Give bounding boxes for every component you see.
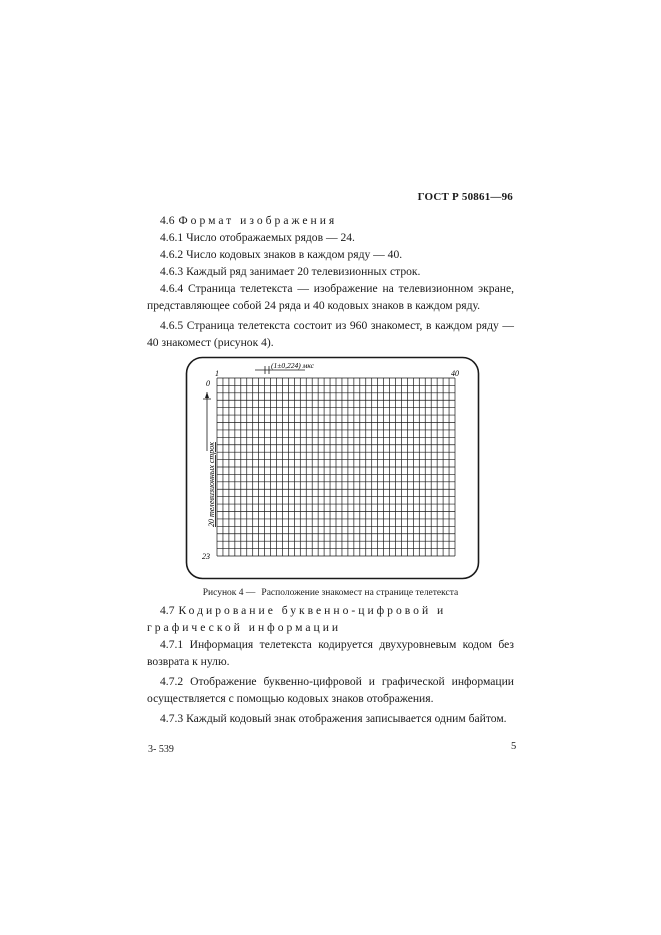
paragraph: 4.7.2 Отображение буквенно-цифровой и графической информации осуществляется с помощью кодовых знаков отображения. [147,675,514,705]
section-title: 4.7 Кодирование буквенно-цифровой и графической информации [147,604,447,634]
paragraph: 4.7.1 Информация телетекста кодируется двухуровневым кодом без возврата к нулю. [147,638,514,668]
caption-label: Рисунок 4 — [202,588,256,598]
width-dimension [255,361,315,374]
paragraph: 4.6.2 Число кодовых знаков в каждом ряду — 40. [160,248,403,261]
section-title: 4.6 Формат изображения [160,214,338,227]
height-annotation: 20 телевизионных строк [207,442,216,527]
paragraph: 4.6.3 Каждый ряд занимает 20 телевизионных строк. [160,265,421,278]
label-row-first: 0 [206,379,210,388]
paragraph: 4.6.5 Страница телетекста состоит из 960 знакомест, в каждом ряду — 40 знакомест (рисунок 4). [147,319,514,349]
caption-text: Расположение знакомест на странице телетекста [261,588,459,598]
paragraph: 4.6.4 Страница телетекста — изображение на телевизионном экране, представляющее собой 24 ряда и 40 кодовых знаков в каждом ряду. [147,282,514,312]
width-annotation: (1±0,224) мкс [271,361,314,370]
page-number: 5 [511,741,517,752]
label-row-last: 23 [202,552,210,561]
document-header: ГОСТ Р 50861—96 [417,191,513,203]
paragraph: 4.7.3 Каждый кодовый знак отображения записывается одним байтом. [160,712,507,725]
screen-outline [187,358,479,579]
section-4-7 [147,602,514,727]
figure-4 [185,356,480,580]
grid-lines [217,378,455,556]
paragraph: 4.6.1 Число отображаемых рядов — 24. [160,231,355,244]
footer-left: 3- 539 [148,744,174,755]
teletext-grid-diagram [185,356,480,580]
section-4-6 [147,212,514,351]
label-col-last: 40 [451,369,459,378]
figure-caption [0,588,661,598]
label-col-first: 1 [215,369,219,378]
height-dimension [203,392,216,527]
